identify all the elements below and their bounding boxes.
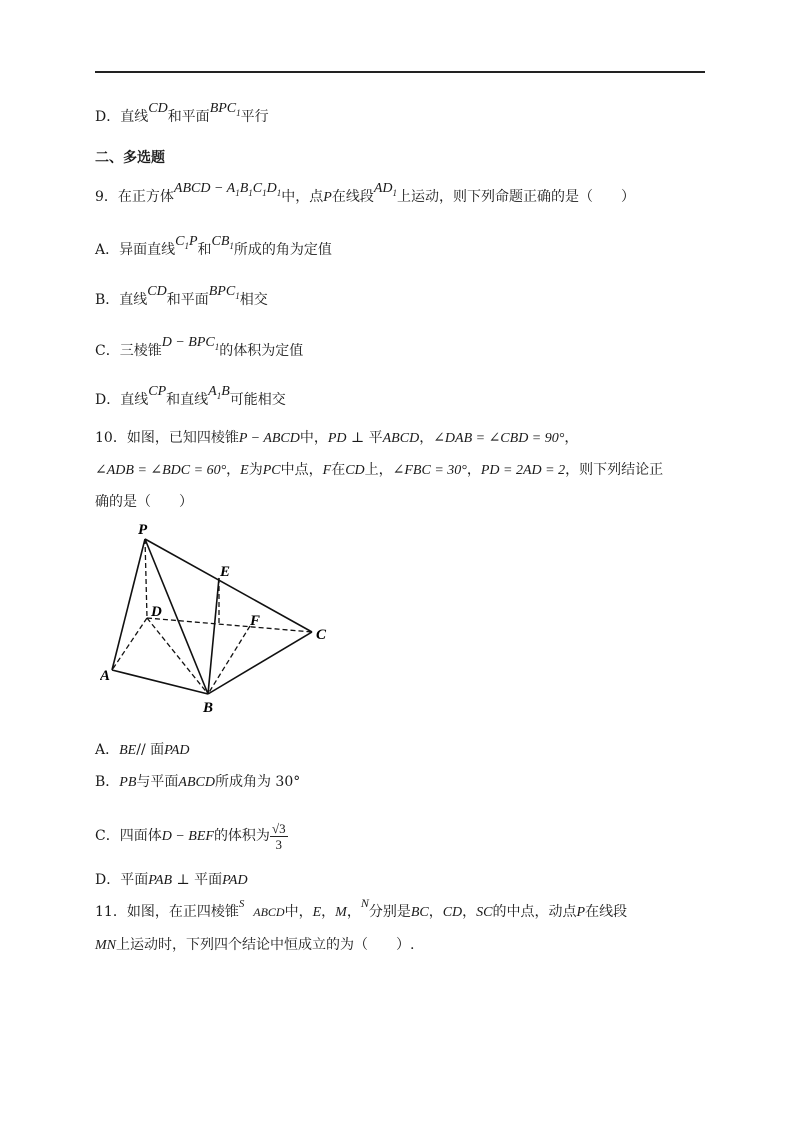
q9-option-d: D．直线CP和直线$A_1B$可能相交 <box>95 384 286 408</box>
q9-option-b: B．直线CD和平面$BPC_1$相交 <box>95 284 268 308</box>
label-b: B <box>203 700 214 716</box>
label-e: E <box>220 564 231 580</box>
edge-dc <box>147 618 312 632</box>
section-title: 二、多选题 <box>95 150 165 166</box>
pyramid-figure <box>100 522 340 717</box>
label-d: D <box>151 604 162 620</box>
top-rule <box>95 71 705 73</box>
q9-option-c: C．三棱锥$D - BPC_1$的体积为定值 <box>95 335 304 359</box>
q9-option-a: A．异面直线$C_1P$和$CB_1$所成的角为定值 <box>95 234 332 258</box>
q10-option-a: A．BE// 面PAD <box>95 742 190 758</box>
q11-line-1: 11．如图，在正四棱锥$^S$ ABCD中，E，M，N分别是BC，CD，SC的中点，动点P在线段 <box>95 896 628 920</box>
edge-pc <box>145 539 312 632</box>
q10-option-b: B．PB与平面ABCD所成角为 30° <box>95 774 301 790</box>
q10-line-3: 确的是（ ） <box>95 494 193 510</box>
q9-stem: 9．在正方体ABCD − $A_1B_1C_1D_1$中，点P在线段$AD_1$上运动，则下列命题正确的是（ ） <box>95 181 635 205</box>
label-p: P <box>138 522 148 538</box>
edge-be <box>208 578 219 694</box>
label-f: F <box>250 613 261 629</box>
label-c: C <box>316 627 327 643</box>
q10-option-c: C．四面体D − BEF的体积为 $\frac{√3}{3}$ <box>95 820 286 852</box>
label-a: A <box>100 668 111 684</box>
q11-line-2: MN上运动时，下列四个结论中恒成立的为（ ）. <box>95 937 415 953</box>
edge-bc <box>208 632 312 694</box>
edge-pa <box>112 539 145 670</box>
fraction: $\frac{√3}{3}$ <box>271 820 286 852</box>
q8-option-d: D．直线CD和平面$BPC_1$平行 <box>95 101 269 125</box>
q10-option-d: D．平面PAB ⊥ 平面PAD <box>95 872 248 888</box>
edge-pd <box>145 539 147 618</box>
edge-ab <box>112 670 208 694</box>
edge-bd <box>147 618 208 694</box>
edge-ad <box>112 618 147 670</box>
q10-line-1: 10．如图，已知四棱锥P − ABCD中，PD ⊥ 平ABCD，∠DAB = ∠CBD = 90°， <box>95 430 579 446</box>
q10-line-2: ∠ADB = ∠BDC = 60°，E为PC中点，F在CD上，∠FBC = 30°，PD = 2AD = 2，则下列结论正 <box>95 462 664 478</box>
edge-bf <box>208 626 250 694</box>
